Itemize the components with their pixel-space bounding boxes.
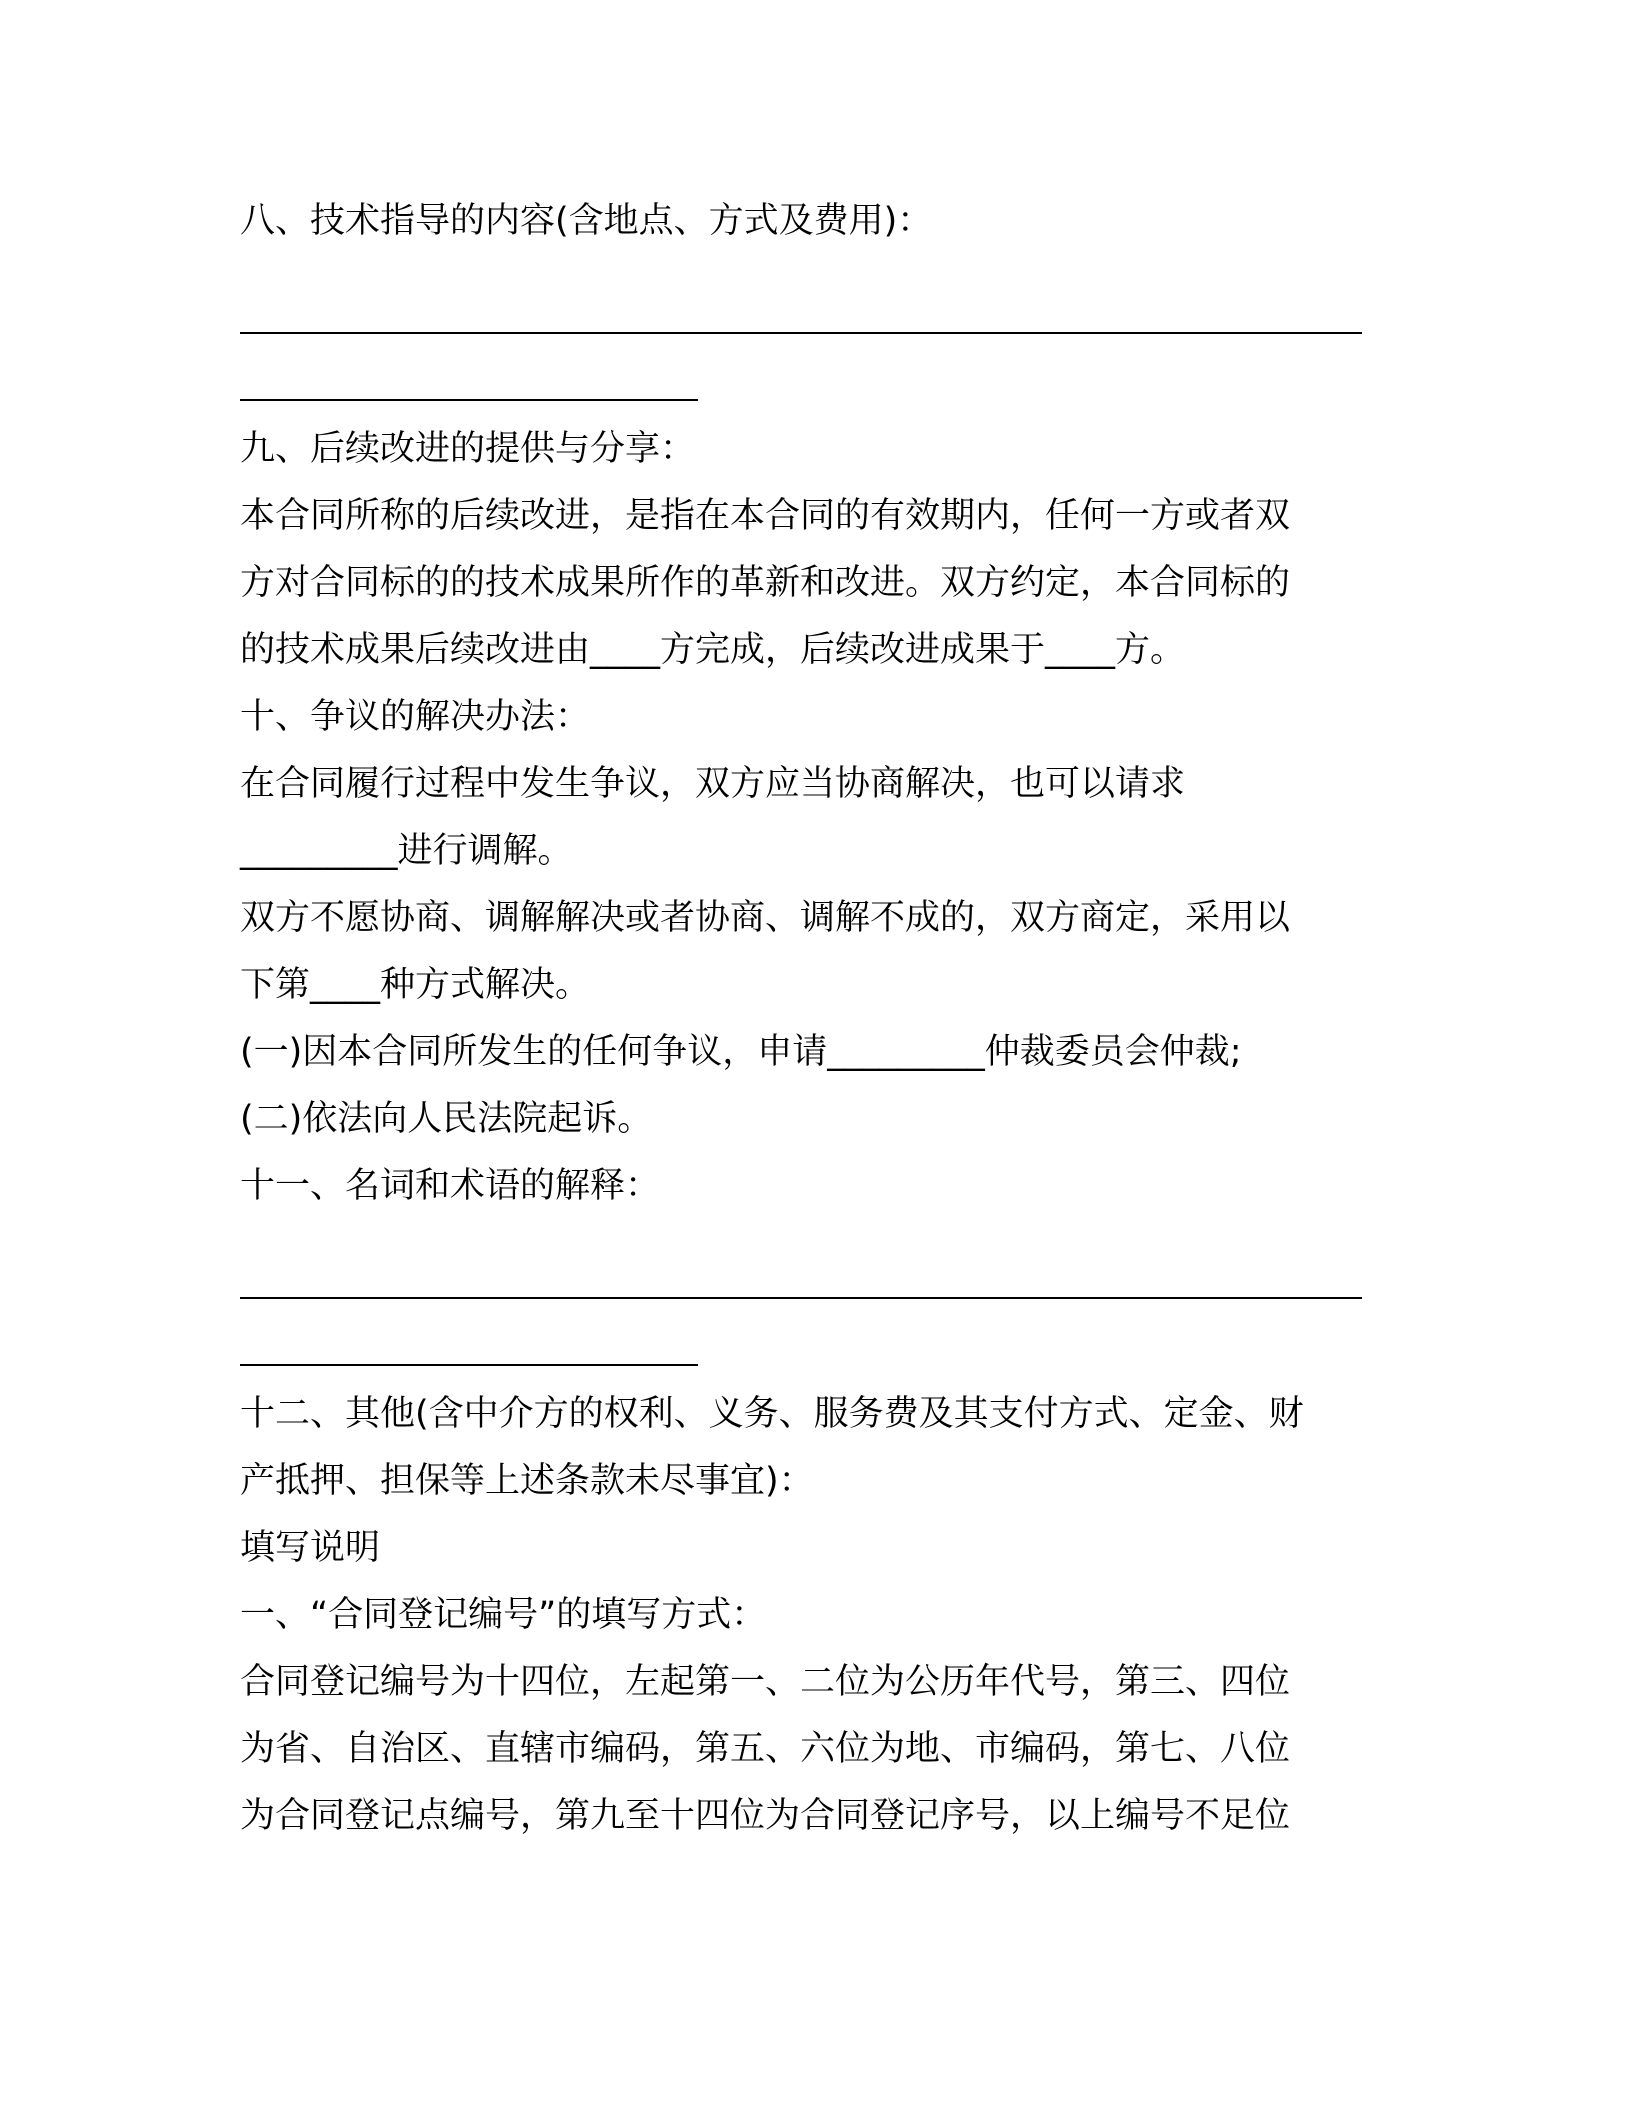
section-12-title: 十二、其他(含中介方的权利、义务、服务费及其支付方式、定金、财 (240, 1394, 1304, 1434)
spacer (240, 255, 1365, 282)
section-10-paragraph-line: 双方不愿协商、调解解决或者协商、调解不成的，双方商定，采用以 (240, 898, 1291, 938)
section-10-title: 十、争议的解决办法： (240, 697, 591, 737)
section-11-title: 十一、名词和术语的解释： (240, 1166, 661, 1206)
note-1-paragraph-line: 合同登记编号为十四位，左起第一、二位为公历年代号，第三、四位 (240, 1662, 1291, 1702)
section-12-title-continued: 产抵押、担保等上述条款未尽事宜)： (240, 1461, 814, 1501)
fill-in-line-full (240, 282, 1365, 349)
section-10-option-1: (一)因本合同所发生的任何争议，申请_________仲裁委员会仲裁; (240, 1032, 1242, 1072)
section-10-paragraph-line: 在合同履行过程中发生争议，双方应当协商解决，也可以请求 (240, 764, 1186, 804)
note-1-paragraph-line: 为合同登记点编号，第九至十四位为合同登记序号，以上编号不足位 (240, 1796, 1291, 1836)
note-1-paragraph-line: 为省、自治区、直辖市编码，第五、六位为地、市编码，第七、八位 (240, 1729, 1291, 1769)
section-8-title: 八、技术指导的内容(含地点、方式及费用)： (240, 201, 933, 241)
document-body (240, 188, 1365, 1850)
section-9-paragraph-line: 本合同所称的后续改进，是指在本合同的有效期内，任何一方或者双 (240, 496, 1291, 536)
section-9-paragraph-line: 方对合同标的的技术成果所作的革新和改进。双方约定，本合同标的 (240, 563, 1291, 603)
note-1-title: 一、“合同登记编号”的填写方式： (240, 1595, 767, 1635)
spacer (240, 1220, 1365, 1247)
section-10-option-2: (二)依法向人民法院起诉。 (240, 1099, 653, 1139)
fill-in-line-short (240, 349, 1365, 416)
section-10-paragraph-line: 下第____种方式解决。 (240, 965, 591, 1005)
notes-heading: 填写说明 (240, 1528, 381, 1568)
section-10-paragraph-line: _________进行调解。 (240, 831, 573, 871)
section-9-paragraph-line: 的技术成果后续改进由____方完成，后续改进成果于____方。 (240, 630, 1186, 670)
fill-in-line-full (240, 1247, 1365, 1314)
fill-in-line-short (240, 1314, 1365, 1381)
section-9-title: 九、后续改进的提供与分享： (240, 429, 696, 469)
